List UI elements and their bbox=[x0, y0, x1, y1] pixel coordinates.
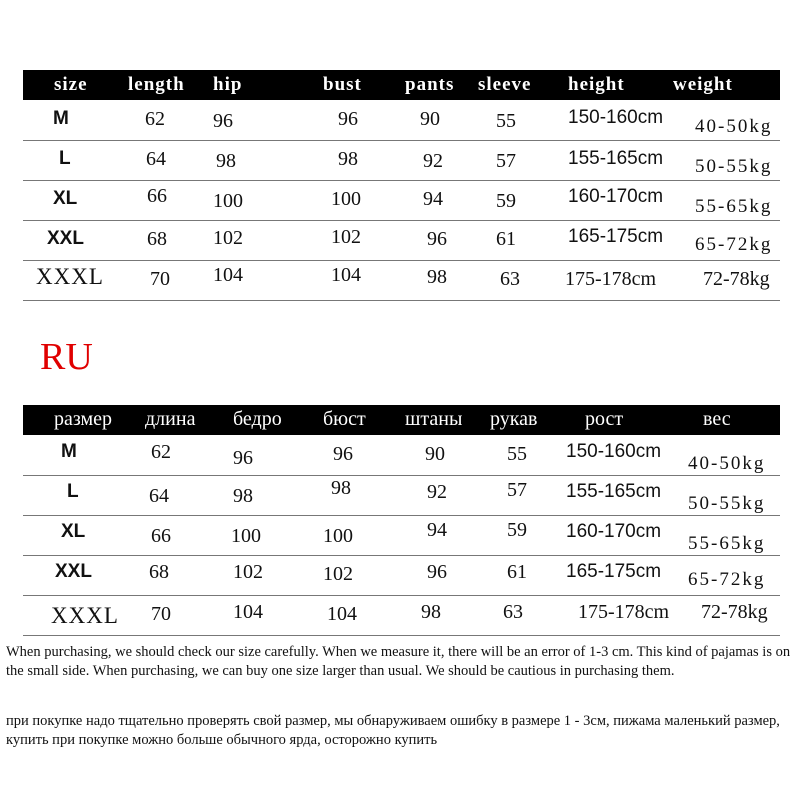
cell-bust: 104 bbox=[331, 264, 361, 286]
table-row bbox=[23, 435, 780, 476]
cell-bust: 98 bbox=[338, 148, 358, 170]
cell-height: 150-160cm bbox=[566, 441, 662, 462]
cell-size: M bbox=[61, 441, 77, 462]
cell-sleeve: 63 bbox=[500, 268, 520, 290]
cell-length: 70 bbox=[150, 268, 170, 290]
cell-bust: 100 bbox=[323, 525, 353, 547]
cell-pants: 96 bbox=[427, 228, 447, 250]
cell-length: 68 bbox=[149, 561, 169, 583]
header-hip: бедро bbox=[233, 408, 282, 430]
cell-weight: 50-55kg bbox=[688, 493, 766, 514]
cell-size: XXXL bbox=[51, 603, 119, 628]
cell-hip: 100 bbox=[231, 525, 261, 547]
cell-pants: 90 bbox=[425, 443, 445, 465]
table-row bbox=[23, 555, 780, 596]
cell-weight: 40-50kg bbox=[695, 116, 773, 137]
cell-weight: 55-65kg bbox=[688, 533, 766, 554]
cell-bust: 102 bbox=[323, 563, 353, 585]
cell-sleeve: 55 bbox=[496, 110, 516, 132]
cell-bust: 96 bbox=[333, 443, 353, 465]
cell-weight: 72-78kg bbox=[701, 601, 768, 623]
cell-sleeve: 61 bbox=[507, 561, 527, 583]
cell-length: 66 bbox=[147, 185, 167, 207]
header-height: height bbox=[568, 74, 625, 95]
header-size: size bbox=[54, 74, 88, 95]
cell-pants: 98 bbox=[427, 266, 447, 288]
cell-height: 150-160cm bbox=[568, 107, 664, 128]
header-hip: hip bbox=[213, 74, 243, 95]
cell-hip: 98 bbox=[216, 150, 236, 172]
cell-hip: 102 bbox=[213, 227, 243, 249]
cell-sleeve: 55 bbox=[507, 443, 527, 465]
cell-size: XXL bbox=[47, 228, 84, 249]
cell-length: 62 bbox=[151, 441, 171, 463]
cell-hip: 98 bbox=[233, 485, 253, 507]
cell-sleeve: 57 bbox=[496, 150, 516, 172]
cell-sleeve: 59 bbox=[496, 190, 516, 212]
cell-height: 175-178cm bbox=[565, 268, 657, 290]
cell-height: 155-165cm bbox=[566, 481, 662, 502]
cell-length: 64 bbox=[149, 485, 169, 507]
table-header bbox=[23, 405, 780, 435]
cell-length: 62 bbox=[145, 108, 165, 130]
cell-pants: 94 bbox=[423, 188, 443, 210]
cell-hip: 104 bbox=[213, 264, 243, 286]
cell-hip: 100 bbox=[213, 190, 243, 212]
cell-height: 155-165cm bbox=[568, 148, 664, 169]
cell-height: 160-170cm bbox=[566, 521, 662, 542]
cell-bust: 96 bbox=[338, 108, 358, 130]
cell-weight: 72-78kg bbox=[703, 268, 770, 290]
sizing-note-ru: при покупке надо тщательно проверять свой размер, мы обнаруживаем ошибку в размере 1 - 3см, пижама маленький размер, купить при покупке можно больше обычного ярда, осторожно купить bbox=[6, 713, 780, 748]
cell-hip: 104 bbox=[233, 601, 263, 623]
cell-hip: 96 bbox=[233, 447, 253, 469]
cell-size: XXL bbox=[55, 561, 92, 582]
header-length: длина bbox=[145, 408, 196, 430]
header-sleeve: рукав bbox=[490, 408, 538, 430]
table-header bbox=[23, 70, 780, 100]
header-weight: вес bbox=[703, 408, 731, 430]
cell-pants: 98 bbox=[421, 601, 441, 623]
cell-length: 64 bbox=[146, 148, 166, 170]
table-row bbox=[23, 220, 780, 261]
cell-pants: 92 bbox=[427, 481, 447, 503]
cell-bust: 98 bbox=[331, 477, 351, 499]
cell-sleeve: 63 bbox=[503, 601, 523, 623]
cell-length: 68 bbox=[147, 228, 167, 250]
cell-size: L bbox=[59, 148, 71, 169]
cell-hip: 102 bbox=[233, 561, 263, 583]
table-row bbox=[23, 475, 780, 516]
cell-weight: 65-72kg bbox=[695, 234, 773, 255]
cell-size: XL bbox=[61, 521, 86, 542]
cell-length: 66 bbox=[151, 525, 171, 547]
cell-size: XXXL bbox=[36, 264, 104, 289]
table-row bbox=[23, 140, 780, 181]
cell-weight: 50-55kg bbox=[695, 156, 773, 177]
cell-weight: 65-72kg bbox=[688, 569, 766, 590]
cell-size: M bbox=[53, 108, 69, 129]
header-bust: бюст bbox=[323, 408, 366, 430]
header-pants: pants bbox=[405, 74, 455, 95]
cell-height: 175-178cm bbox=[578, 601, 670, 623]
header-height: рост bbox=[585, 408, 624, 430]
cell-size: L bbox=[67, 481, 79, 502]
cell-height: 165-175cm bbox=[568, 226, 664, 247]
cell-weight: 40-50kg bbox=[688, 453, 766, 474]
cell-hip: 96 bbox=[213, 110, 233, 132]
cell-bust: 104 bbox=[327, 603, 357, 625]
cell-bust: 100 bbox=[331, 188, 361, 210]
cell-height: 160-170cm bbox=[568, 186, 664, 207]
cell-size: XL bbox=[53, 188, 78, 209]
ru-label: RU bbox=[40, 336, 93, 378]
cell-pants: 90 bbox=[420, 108, 440, 130]
cell-pants: 94 bbox=[427, 519, 447, 541]
table-row bbox=[23, 595, 780, 636]
cell-sleeve: 57 bbox=[507, 479, 527, 501]
table-row bbox=[23, 260, 780, 301]
cell-height: 165-175cm bbox=[566, 561, 662, 582]
cell-pants: 92 bbox=[423, 150, 443, 172]
header-pants: штаны bbox=[405, 408, 463, 430]
sizing-note-en: When purchasing, we should check our size carefully. When we measure it, there will be an error of 1-3 cm. This kind of pajamas is on the small side. When purchasing, we can buy one size larger than usual. We should be cautious in purchasing them. bbox=[6, 644, 791, 679]
header-size: размер bbox=[54, 408, 113, 430]
header-weight: weight bbox=[673, 74, 733, 95]
header-sleeve: sleeve bbox=[478, 74, 532, 95]
cell-weight: 55-65kg bbox=[695, 196, 773, 217]
table-row bbox=[23, 100, 780, 141]
table-row bbox=[23, 515, 780, 556]
header-length: length bbox=[128, 74, 185, 95]
table-row bbox=[23, 180, 780, 221]
cell-pants: 96 bbox=[427, 561, 447, 583]
cell-sleeve: 59 bbox=[507, 519, 527, 541]
cell-sleeve: 61 bbox=[496, 228, 516, 250]
header-bust: bust bbox=[323, 74, 362, 95]
cell-length: 70 bbox=[151, 603, 171, 625]
cell-bust: 102 bbox=[331, 226, 361, 248]
